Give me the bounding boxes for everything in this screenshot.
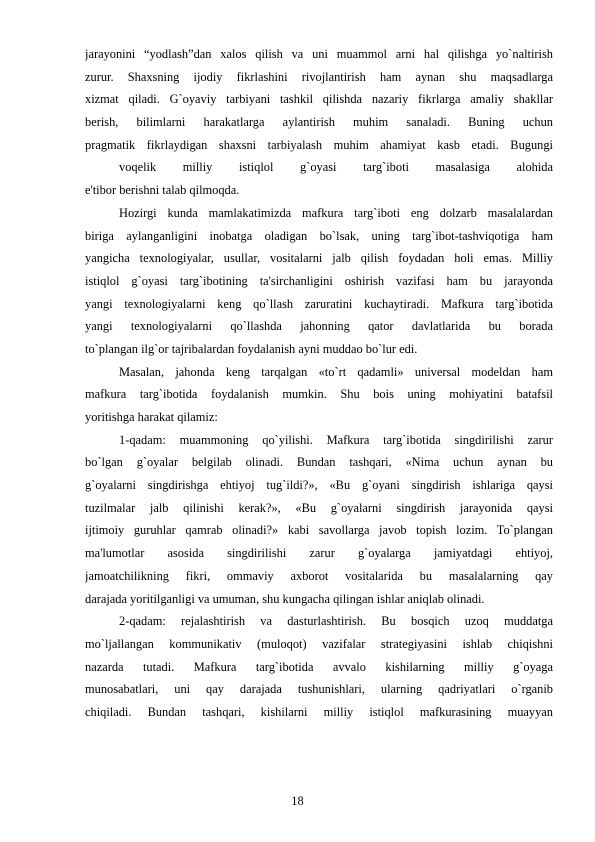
text-line: yangicha texnologiyalar, usullar, vositalarni jalb qilish foydadan holi emas. Milliy (85, 251, 553, 266)
text-line: tuzilmalar jalb qilinishi kerak?», «Bu g`oyalarni singdirish jarayonida qaysi (85, 500, 553, 515)
text-line: yangi texnologiyalarni qo`llashda jahonning qator davlatlarida bu borada (85, 319, 553, 334)
text-line: jarayonini “yodlash”dan xalos qilish va uni muammol arni hal qilishga yo`naltirish (85, 47, 553, 61)
page-number: 18 (291, 794, 304, 808)
paragraph-first-line: Masalan, jahonda keng tarqalgan «to`rt qadamli» universal modeldan ham (119, 364, 553, 379)
text-line: yangi texnologiyalarni keng qo`llash zaruratini kuchaytiradi. Mafkura targ`ibotida (85, 296, 553, 311)
text-line: ijtimoiy guruhlar qamrab olinadi?» kabi savollarga javob topish lozim. To`plangan (85, 523, 553, 538)
text-line: istiqlol g`oyasi targ`ibotining ta'sirchanligini oshirish vazifasi ham bu jarayonda (85, 273, 553, 288)
text-line: to`plangan ilg`or tajribalardan foydalanish ayni muddao bo`lur edi. (85, 341, 418, 356)
paragraph-first-line: 2-qadam: rejalashtirish va dasturlashtirish. Bu bosqich uzoq muddatga (119, 614, 553, 629)
text-line: yoritishga harakat qilamiz: (85, 410, 218, 424)
paragraph-first-line: 1-qadam: muammoning qo`yilishi. Mafkura targ`ibotida singdirilishi zarur (119, 432, 553, 447)
text-line: mafkura targ`ibotida foydalanish mumkin. Shu bois uning mohiyatini batafsil (85, 387, 553, 402)
text-line: bo`lgan g`oyalar belgilab olinadi. Bundan tashqari, «Nima uchun aynan bu (85, 455, 553, 470)
text-line: biriga aylanganligini inobatga oladigan bo`lsak, uning targ`ibot-tashviqotiga ham (85, 228, 553, 243)
text-line: voqelik milliy istiqlol g`oyasi targ`iboti masalasiga alohida (119, 160, 553, 175)
paragraph-first-line: Hozirgi kunda mamlakatimizda mafkura targ`iboti eng dolzarb masalalardan (119, 205, 553, 220)
document-body (85, 43, 553, 724)
text-line: mo`ljallangan kommunikativ (muloqot) vazifalar strategiyasini ishlab chiqishni (85, 636, 553, 651)
text-line: zurur. Shaxsning ijodiy fikrlashini rivojlantirish ham aynan shu maqsadlarga (85, 69, 553, 84)
text-line: darajada yoritilganligi va umuman, shu kungacha qilingan ishlar aniqlab olinadi. (85, 591, 485, 606)
text-line: berish, bilimlarni harakatlarga aylantirish muhim sanaladi. Buning uchun (85, 115, 553, 130)
text-line: nazarda tutadi. Mafkura targ`ibotida avvalo kishilarning milliy g`oyaga (85, 659, 553, 674)
text-line: munosabatlari, uni qay darajada tushunishlari, ularning qadriyatlari o`rganib (85, 682, 553, 697)
text-line: chiqiladi. Bundan tashqari, kishilarni milliy istiqlol mafkurasining muayyan (85, 704, 553, 719)
text-line: xizmat qiladi. G`oyaviy tarbiyani tashkil qilishda nazariy fikrlarga amaliy shakllar (85, 92, 553, 107)
text-line: jamoatchilikning fikri, ommaviy axborot vositalarida bu masalalarning qay (85, 568, 553, 583)
text-line: ma'lumotlar asosida singdirilishi zarur g`oyalarga jamiyatdagi ehtiyoj, (85, 546, 553, 561)
text-line: e'tibor berishni talab qilmoqda. (85, 183, 240, 198)
text-line: pragmatik fikrlaydigan shaxsni tarbiyalash muhim ahamiyat kasb etadi. Bugungi (85, 137, 553, 152)
text-line: g`oyalarni singdirishga ehtiyoj tug`ildi?», «Bu g`oyani singdirish ishlariga qaysi (85, 478, 553, 493)
